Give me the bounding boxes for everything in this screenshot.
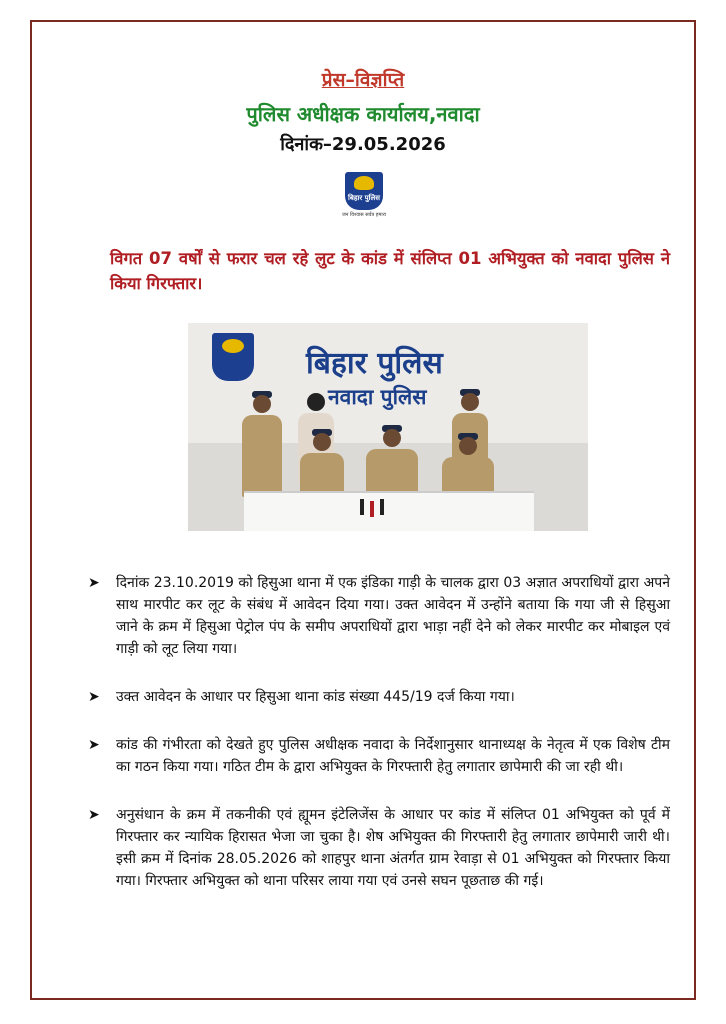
microphone-icon xyxy=(360,499,364,515)
list-item xyxy=(88,804,670,892)
photo-banner-sub: नवादा पुलिस xyxy=(328,385,427,409)
press-release-title: प्रेस–विज्ञप्ति xyxy=(321,69,405,91)
officer-figure xyxy=(242,415,282,497)
release-date: दिनांक–29.05.2026 xyxy=(280,134,446,155)
logo-motto: जन विश्वास सर्वत्र हमारा xyxy=(341,212,387,218)
list-item xyxy=(88,734,670,778)
logo-label: बिहार पुलिस xyxy=(348,194,380,202)
arrow-bullet-icon: ➤ xyxy=(88,689,100,705)
microphone-icon xyxy=(380,499,384,515)
conference-table xyxy=(244,491,534,531)
list-item xyxy=(88,572,670,660)
press-conference-photo xyxy=(188,323,588,531)
arrow-bullet-icon: ➤ xyxy=(88,807,100,823)
list-item xyxy=(88,686,670,708)
bullet-text: दिनांक 23.10.2019 को हिसुआ थाना में एक इंडिका गाड़ी के चालक द्वारा 03 अज्ञात अपराधियों द्वारा अपने साथ मारपीट कर लूट के संबंध में आवेदन दिया गया। उक्त आवेदन में उन्होंने बताया कि गया जी से हिसुआ जाने के क्रम में हिसुआ पेट्रोल पंप के समीप अपराधियों द्वारा भाड़ा नहीं देने को लेकर मारपीट कर मोबाइल एवं गाड़ी को लूट लिया गया। xyxy=(116,575,670,657)
photo-banner-title: बिहार पुलिस xyxy=(306,346,443,381)
office-name: पुलिस अधीक्षक कार्यालय,नवादा xyxy=(246,102,480,126)
bullet-list xyxy=(88,572,670,918)
bullet-text: कांड की गंभीरता को देखते हुए पुलिस अधीक्षक नवादा के निर्देशानुसार थानाध्यक्ष के नेतृत्व में एक विशेष टीम का गठन किया गया। गठित टीम के द्वारा अभियुक्त के गिरफ्तारी हेतु लगातार छापेमारी की जा रही थी। xyxy=(116,737,670,775)
bullet-text: उक्त आवेदन के आधार पर हिसुआ थाना कांड संख्या 445/19 दर्ज किया गया। xyxy=(116,689,515,705)
bullet-text: अनुसंधान के क्रम में तकनीकी एवं ह्यूमन इंटेलिजेंस के आधार पर कांड में संलिप्त 01 अभियुक्त को पूर्व में गिरफ्तार कर न्यायिक हिरासत भेजा जा चुका है। शेष अभियुक्त की गिरफ्तारी हेतु लगातार छापेमारी जारी थी। इसी क्रम में दिनांक 28.05.2026 को शाहपुर थाना अंतर्गत ग्राम रेवाड़ा से 01 अभियुक्त को गिरफ्तार किया गया। गिरफ्तार अभियुक्त को थाना परिसर लाया गया एवं उनसे सघन पूछताछ की गई। xyxy=(116,807,670,889)
bihar-police-logo xyxy=(337,170,391,222)
headline: विगत 07 वर्षों से फरार चल रहे लुट के कांड में संलिप्त 01 अभियुक्त को नवादा पुलिस ने किया गिरफ्तार। xyxy=(110,249,670,293)
arrow-bullet-icon: ➤ xyxy=(88,737,100,753)
arrow-bullet-icon: ➤ xyxy=(88,575,100,591)
microphone-icon xyxy=(370,501,374,517)
photo-logo-icon xyxy=(212,333,254,381)
tree-emblem-icon xyxy=(354,176,374,190)
